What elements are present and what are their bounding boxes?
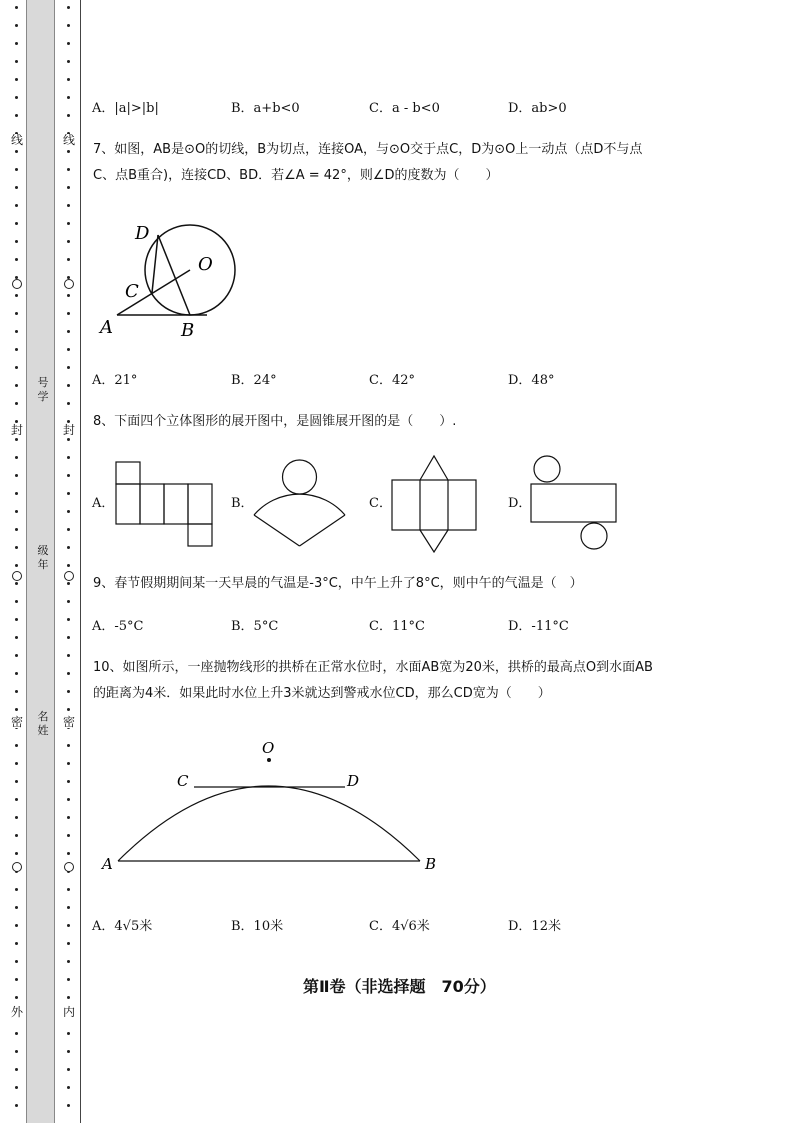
- q6-option-c: C．a - b<0: [369, 101, 440, 116]
- q8-net-b-cone: [252, 458, 348, 550]
- margin-dot: [15, 1086, 18, 1089]
- margin-dot: [67, 582, 70, 585]
- margin-dot: [15, 744, 18, 747]
- margin-dot: [67, 186, 70, 189]
- margin-dot: [15, 366, 18, 369]
- margin-dot: [67, 798, 70, 801]
- margin-dot: [15, 312, 18, 315]
- margin-dot: [67, 960, 70, 963]
- margin-dot: [15, 168, 18, 171]
- q10-option-a: A．4√5米: [92, 919, 153, 934]
- q10-option-d: D．12米: [508, 919, 561, 934]
- margin-dot: [15, 330, 18, 333]
- margin-dot: [15, 762, 18, 765]
- q10-label-d: D: [347, 772, 360, 790]
- margin-dot: [67, 978, 70, 981]
- right-margin-circle: [64, 862, 74, 872]
- q8-option-a-letter: A．: [92, 496, 115, 511]
- margin-dot: [67, 888, 70, 891]
- margin-dot: [67, 258, 70, 261]
- margin-dot: [15, 690, 18, 693]
- margin-dot: [67, 852, 70, 855]
- q10-option-c: C．4√6米: [369, 919, 430, 934]
- margin-dot: [67, 708, 70, 711]
- q6-option-b: B．a+b<0: [231, 101, 300, 116]
- margin-dot: [15, 780, 18, 783]
- q10-arch-figure: [98, 735, 443, 875]
- margin-dot: [15, 618, 18, 621]
- margin-dot: [67, 924, 70, 927]
- right-margin-char: 内: [62, 1005, 75, 1019]
- q8-option-d-letter: D．: [508, 496, 532, 511]
- q10-label-o: O: [262, 739, 275, 757]
- q7-label-o: O: [198, 254, 213, 275]
- margin-dot: [67, 312, 70, 315]
- margin-dot: [15, 798, 18, 801]
- left-margin-char: 封: [10, 423, 23, 437]
- margin-dot: [15, 510, 18, 513]
- right-dot-column: [66, 0, 72, 1123]
- q8-net-d-cylinder: [529, 454, 619, 554]
- margin-dot: [67, 942, 70, 945]
- margin-dot: [67, 96, 70, 99]
- q8-net-c-prism: [391, 454, 477, 554]
- left-margin-char: 密: [10, 715, 23, 729]
- margin-dot: [67, 168, 70, 171]
- margin-dot: [67, 834, 70, 837]
- margin-dot: [15, 474, 18, 477]
- margin-dot: [15, 1068, 18, 1071]
- margin-dot: [67, 78, 70, 81]
- margin-dot: [67, 564, 70, 567]
- margin-dot: [67, 204, 70, 207]
- section-2-title: 第Ⅱ卷（非选择题 70分）: [303, 977, 496, 996]
- margin-dot: [67, 294, 70, 297]
- margin-dot: [67, 672, 70, 675]
- margin-dot: [15, 564, 18, 567]
- margin-dot: [15, 1104, 18, 1107]
- margin-dot: [15, 204, 18, 207]
- margin-dot: [15, 816, 18, 819]
- q10-stem-line2: 的距离为4米．如果此时水位上升3米就达到警戒水位CD，那么CD宽为（ ）: [93, 686, 551, 701]
- q7-label-a: A: [100, 317, 113, 338]
- margin-dot: [67, 1068, 70, 1071]
- margin-dot: [67, 1104, 70, 1107]
- margin-dot: [67, 366, 70, 369]
- q10-label-b: B: [425, 855, 437, 873]
- right-margin-char: 密: [62, 715, 75, 729]
- right-margin-char: 线: [62, 133, 75, 147]
- q8-option-b-letter: B．: [231, 496, 254, 511]
- margin-dot: [67, 150, 70, 153]
- q6-option-a: A．|a|>|b|: [92, 101, 159, 116]
- q9-option-d: D．-11°C: [508, 619, 569, 634]
- margin-dot: [67, 330, 70, 333]
- margin-dot: [67, 762, 70, 765]
- q6-option-d: D．ab>0: [508, 101, 567, 116]
- margin-dot: [15, 636, 18, 639]
- margin-dot: [15, 6, 18, 9]
- margin-dot: [67, 780, 70, 783]
- margin-dot: [67, 42, 70, 45]
- margin-dot: [67, 1032, 70, 1035]
- margin-dot: [67, 222, 70, 225]
- q10-label-a: A: [102, 855, 113, 873]
- q7-stem-line2: C、点B重合)，连接CD、BD．若∠A = 42°，则∠D的度数为（ ）: [93, 168, 499, 183]
- margin-dot: [15, 96, 18, 99]
- q10-label-c: C: [177, 772, 189, 790]
- margin-dot: [67, 402, 70, 405]
- margin-dot: [15, 1050, 18, 1053]
- q7-stem-line1: 7、如图，AB是⊙O的切线，B为切点，连接OA，与⊙O交于点C，D为⊙O上一动点（点D不与点: [93, 142, 643, 157]
- margin-dot: [67, 654, 70, 657]
- margin-dot: [67, 744, 70, 747]
- q8-net-a: [115, 461, 213, 547]
- margin-dot: [15, 384, 18, 387]
- q9-option-b: B．5°C: [231, 619, 279, 634]
- margin-dot: [67, 906, 70, 909]
- margin-dot: [15, 852, 18, 855]
- band-label-id: 号学: [37, 376, 49, 403]
- margin-dot: [67, 384, 70, 387]
- margin-rule: [80, 0, 81, 1123]
- left-margin-circle: [12, 571, 22, 581]
- left-margin-char: 外: [10, 1005, 23, 1019]
- q7-circle-figure: [95, 215, 245, 340]
- q7-option-a: A．21°: [92, 373, 138, 388]
- margin-dot: [15, 546, 18, 549]
- margin-dot: [67, 546, 70, 549]
- right-margin-circle: [64, 279, 74, 289]
- right-margin-circle: [64, 571, 74, 581]
- band-label-class: 级年: [37, 544, 49, 571]
- margin-dot: [15, 222, 18, 225]
- left-margin-circle: [12, 862, 22, 872]
- q9-stem: 9、春节假期期间某一天早晨的气温是-3°C，中午上升了8°C，则中午的气温是（ ）: [93, 576, 583, 591]
- margin-dot: [15, 888, 18, 891]
- margin-dot: [15, 978, 18, 981]
- margin-dot: [15, 582, 18, 585]
- margin-dot: [67, 114, 70, 117]
- margin-dot: [67, 528, 70, 531]
- margin-dot: [67, 474, 70, 477]
- margin-dot: [15, 924, 18, 927]
- margin-dot: [15, 78, 18, 81]
- margin-dot: [15, 402, 18, 405]
- margin-dot: [67, 240, 70, 243]
- q7-option-b: B．24°: [231, 373, 277, 388]
- q9-option-a: A．-5°C: [92, 619, 144, 634]
- margin-dot: [67, 24, 70, 27]
- left-dot-column: [14, 0, 20, 1123]
- margin-dot: [15, 60, 18, 63]
- margin-dot: [15, 42, 18, 45]
- margin-dot: [67, 600, 70, 603]
- q10-stem-line1: 10、如图所示，一座抛物线形的拱桥在正常水位时，水面AB宽为20米，拱桥的最高点O到水面AB: [93, 660, 653, 675]
- margin-dot: [15, 492, 18, 495]
- margin-dot: [67, 492, 70, 495]
- band-label-name: 名姓: [37, 710, 49, 737]
- margin-dot: [67, 816, 70, 819]
- margin-dot: [15, 24, 18, 27]
- margin-dot: [67, 1050, 70, 1053]
- margin-dot: [15, 672, 18, 675]
- q8-stem: 8、下面四个立体图形的展开图中，是圆锥展开图的是（ ）.: [93, 414, 457, 429]
- q7-label-c: C: [125, 281, 139, 302]
- q10-option-b: B．10米: [231, 919, 284, 934]
- margin-dot: [67, 690, 70, 693]
- margin-dot: [15, 600, 18, 603]
- margin-dot: [15, 906, 18, 909]
- left-margin-char: 线: [10, 133, 23, 147]
- margin-dot: [15, 150, 18, 153]
- margin-dot: [15, 348, 18, 351]
- margin-dot: [67, 6, 70, 9]
- margin-dot: [67, 438, 70, 441]
- margin-dot: [67, 1086, 70, 1089]
- margin-dot: [15, 438, 18, 441]
- margin-dot: [15, 942, 18, 945]
- margin-dot: [67, 456, 70, 459]
- margin-dot: [15, 456, 18, 459]
- margin-dot: [15, 708, 18, 711]
- right-margin-char: 封: [62, 423, 75, 437]
- q7-option-d: D．48°: [508, 373, 555, 388]
- margin-dot: [15, 1032, 18, 1035]
- q9-option-c: C．11°C: [369, 619, 425, 634]
- left-margin-circle: [12, 279, 22, 289]
- margin-dot: [15, 654, 18, 657]
- margin-dot: [15, 996, 18, 999]
- margin-dot: [67, 618, 70, 621]
- q8-option-c-letter: C．: [369, 496, 392, 511]
- q7-option-c: C．42°: [369, 373, 415, 388]
- margin-dot: [67, 510, 70, 513]
- margin-dot: [15, 240, 18, 243]
- q7-label-d: D: [135, 223, 150, 244]
- margin-dot: [67, 60, 70, 63]
- margin-dot: [15, 114, 18, 117]
- margin-dot: [15, 960, 18, 963]
- q7-line-db: [158, 235, 190, 315]
- margin-dot: [15, 186, 18, 189]
- margin-dot: [15, 528, 18, 531]
- margin-dot: [67, 348, 70, 351]
- margin-dot: [15, 258, 18, 261]
- q7-label-b: B: [181, 320, 195, 340]
- margin-dot: [67, 996, 70, 999]
- margin-dot: [15, 834, 18, 837]
- margin-dot: [67, 636, 70, 639]
- q10-parabola: [118, 786, 420, 861]
- q10-point-o: [267, 758, 271, 762]
- margin-dot: [15, 294, 18, 297]
